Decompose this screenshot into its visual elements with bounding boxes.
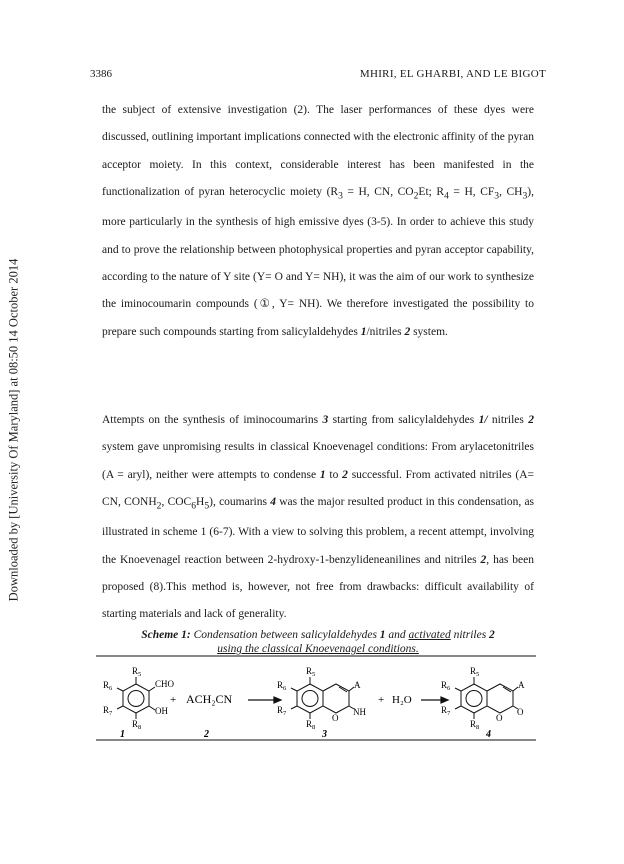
plus-sign-1: + xyxy=(170,694,177,706)
paragraph-2: Attempts on the synthesis of iminocoumarins 3 starting from salicylaldehydes 1/ nitriles 2 system gave unpromising results in classical Knoevenagel conditions: From arylacetonitriles (A = aryl), neither were attempts to condense 1 to 2 successful. From activated nitriles (A= CN, $CONH_2$, $COC_6H_5$), coumarins 4 was the major resulted product in this condensation, as illustrated in scheme 1 (6-7). With a view to solving this problem, a recent attempt, involving the Knoevenagel reaction between 2-hydroxy-1-benzylideneanilines and nitriles 2, has been proposed (8).This method is, however, not free from drawbacks: difficult availability of starting materials and lack of generality. xyxy=(102,414,535,621)
reaction-arrow-1 xyxy=(248,697,281,703)
compound-2-number: 2 xyxy=(204,729,209,740)
compound-1-r7: $R_7$ xyxy=(103,705,113,717)
page-number: 3386 xyxy=(90,68,112,80)
scheme-caption-line-2: using the classical Knoevenagel conditions. xyxy=(217,643,419,655)
compound-3-a: A xyxy=(354,680,361,690)
paragraph-1: the subject of extensive investigation (2). The laser performances of these dyes were discussed, outlining important implications connected with the electronic affinity of the pyran acceptor moiety. In this context, considerable interest has been manifested in the functionalization of pyran heterocyclic moiety ($R_3 = H$, CN, $CO_2Et$; $R_4 = H$, $CF_3$, $CH_3$), more particularly in the synthesis of high emissive dyes (3-5). In order to achieve this study and to prove the relationship between photophysical properties and pyran acceptor capability, according to the nature of Y site (Y= O and Y= NH), it was the aim of our work to synthesize the iminocoumarin compounds (①, Y= NH). We therefore investigated the possibility to prepare such compounds starting from salicylaldehydes 1/nitriles 2 system. xyxy=(102,104,535,338)
reaction-arrow-2 xyxy=(421,697,448,703)
download-watermark-text: Downloaded by [University Of Maryland] at 08:50 14 October 2014 xyxy=(6,258,21,602)
plus-sign-2: + xyxy=(378,694,385,706)
compound-4-a: A xyxy=(518,680,525,690)
compound-4-r8: $R_8$ xyxy=(470,719,480,731)
running-head: MHIRI, EL GHARBI, AND LE BIGOT xyxy=(359,68,546,80)
compound-1-structure xyxy=(117,677,155,719)
water: H₂O xyxy=(392,694,412,706)
compound-1-r6: $R_6$ xyxy=(103,680,113,692)
compound-3-nh: NH xyxy=(353,707,366,717)
compound-1-oh: OH xyxy=(155,706,168,716)
compound-3-r5: $R_5$ xyxy=(306,666,316,678)
compound-3-number: 3 xyxy=(322,729,327,740)
compound-1-cho: CHO xyxy=(155,679,175,689)
compound-4-carbonyl-o: O xyxy=(517,707,524,717)
compound-4-r7: $R_7$ xyxy=(441,705,451,717)
compound-1-r5: $R_5$ xyxy=(132,666,142,678)
compound-4-r6: $R_6$ xyxy=(441,680,451,692)
compound-1-r8: $R_8$ xyxy=(132,719,142,731)
compound-4-ring-o: O xyxy=(496,713,503,723)
reagent-nitrile: ACH₂CN xyxy=(186,692,233,706)
scheme-caption xyxy=(102,628,534,656)
compound-4-number: 4 xyxy=(486,729,491,740)
scheme-1-diagram xyxy=(96,654,536,744)
compound-1-number: 1 xyxy=(120,729,125,740)
compound-3-structure xyxy=(291,677,354,719)
compound-4-structure xyxy=(455,677,518,719)
scheme-caption-line-1: Scheme 1: Condensation between salicylaldehydes 1 and activated nitriles 2 xyxy=(141,629,495,641)
compound-4-r5: $R_5$ xyxy=(470,666,480,678)
compound-3-r8: $R_8$ xyxy=(306,719,316,731)
compound-3-o: O xyxy=(332,713,339,723)
compound-3-r6: $R_6$ xyxy=(277,680,287,692)
compound-3-r7: $R_7$ xyxy=(277,705,287,717)
download-watermark xyxy=(4,220,24,640)
